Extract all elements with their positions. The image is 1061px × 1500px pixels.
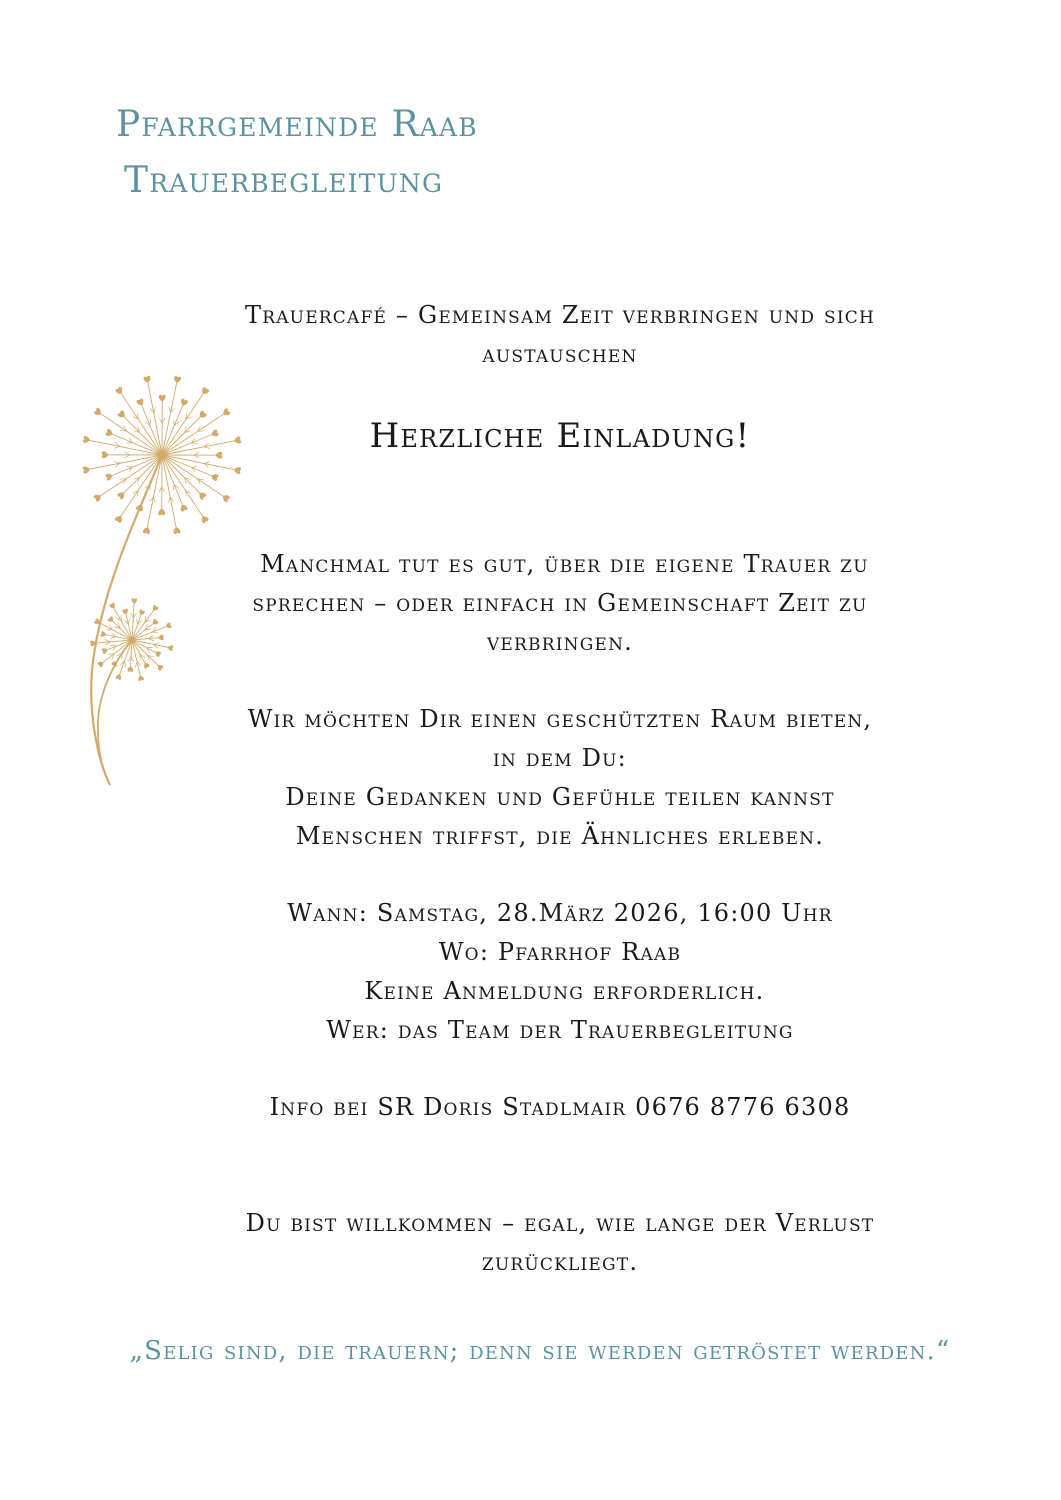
intro-paragraph xyxy=(160,545,960,662)
event-registration: Keine Anmeldung erforderlich. xyxy=(355,977,765,1005)
contact-info xyxy=(160,1088,960,1127)
welcome-line: zurückliegt. xyxy=(481,1248,639,1276)
department-name: Trauerbegleitung xyxy=(124,160,444,201)
parish-name: Pfarrgemeinde Raab xyxy=(116,104,478,145)
intro-line: Manchmal tut es gut, über die eigene Trauer zu xyxy=(251,550,869,578)
bible-quote: „Selig sind, die trauern; denn sie werden getröstet werden.“ xyxy=(129,1336,951,1366)
event-where: Wo: Pfarrhof Raab xyxy=(438,938,682,966)
offer-paragraph xyxy=(160,700,960,856)
event-subtitle xyxy=(160,296,960,374)
subtitle-line: austauschen xyxy=(482,340,638,368)
welcome-line: Du bist willkommen – egal, wie lange der Verlust xyxy=(245,1209,875,1237)
event-when: Wann: Samstag, 28.März 2026, 16:00 Uhr xyxy=(287,899,833,927)
intro-line: sprechen – oder einfach in Gemeinschaft Zeit zu xyxy=(252,589,868,617)
offer-line: in dem Du: xyxy=(493,744,627,772)
contact-line: Info bei SR Doris Stadlmair 0676 8776 6308 xyxy=(269,1093,851,1121)
event-details xyxy=(160,894,960,1050)
offer-line: Menschen triffst, die Ähnliches erleben. xyxy=(295,822,825,850)
intro-line: verbringen. xyxy=(486,628,634,656)
offer-line: Deine Gedanken und Gefühle teilen kannst xyxy=(285,783,835,811)
event-who: Wer: das Team der Trauerbegleitung xyxy=(326,1016,794,1044)
invitation-title: Herzliche Einladung! xyxy=(369,416,751,456)
welcome-message xyxy=(160,1204,960,1282)
subtitle-line: Trauercafé – Gemeinsam Zeit verbringen und sich xyxy=(244,301,875,329)
offer-line: Wir möchten Dir einen geschützten Raum bieten, xyxy=(247,705,873,733)
